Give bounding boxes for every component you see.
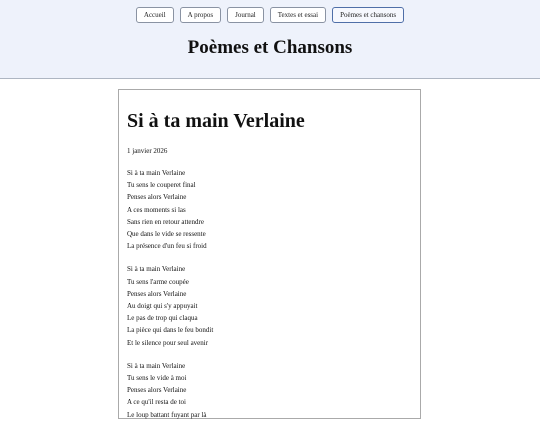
poem-stanza-1 [127,167,412,252]
verse-line: Au doigt qui s'y appuyait [127,302,198,311]
poem-title: Si à ta main Verlaine [127,110,305,132]
nav-journal-button[interactable]: Journal [227,7,264,23]
site-header [0,0,540,79]
poem-stanza-3 [127,360,412,421]
verse-line: Penses alors Verlaine [127,193,187,202]
verse-line: Et le silence pour seul avenir [127,338,209,347]
verse-line: Penses alors Verlaine [127,289,187,298]
verse-line: Si à ta main Verlaine [127,169,186,177]
verse-line: Tu sens le couperet final [127,181,196,190]
poem-article [118,89,421,419]
verse-line: Le pas de trop qui claqua [127,314,198,323]
verse-line: La pièce qui dans le feu bondit [127,326,214,335]
main-nav [0,7,540,23]
verse-line: Le loup battant fuyant par là [127,410,207,419]
verse-line: A ces moments si las [127,205,186,214]
verse-line: Si à ta main Verlaine [127,265,186,274]
verse-line: Tu sens le vide à moi [127,374,187,383]
verse-line: Sans rien en retour attendre [127,217,204,226]
nav-textes-et-essai-button[interactable]: Textes et essai [270,7,326,23]
verse-line: La présence d'un feu si froid [127,242,207,251]
verse-line: Si à ta main Verlaine [127,361,186,370]
verse-line: A ce qu'il resta de toi [127,398,186,407]
verse-line: Tu sens l'arme coupée [127,277,189,286]
nav-a-propos-button[interactable]: A propos [180,7,221,23]
nav-accueil-button[interactable]: Accueil [136,7,174,23]
nav-poemes-et-chansons-button[interactable]: Poèmes et chansons [332,7,404,23]
page-title: Poèmes et Chansons [187,37,353,58]
verse-line: Que dans le vide se ressente [127,230,206,239]
verse-line: Penses alors Verlaine [127,386,187,395]
poem-stanza-2 [127,263,412,348]
poem-date: 1 janvier 2026 [127,147,168,155]
